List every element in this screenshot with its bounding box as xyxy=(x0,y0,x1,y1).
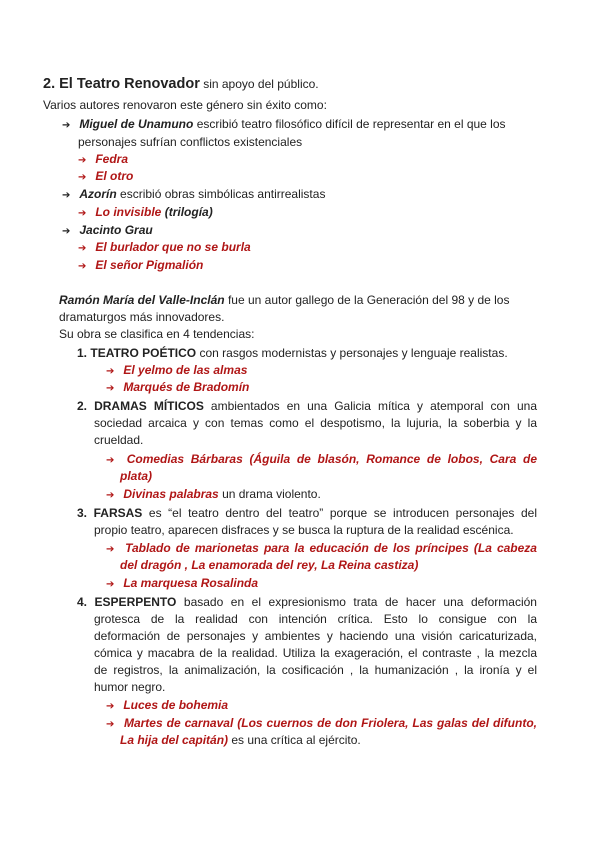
section-heading xyxy=(43,76,319,93)
author-desc: escribió obras simbólicas antirrealistas xyxy=(120,187,326,201)
arrow-icon: ➔ xyxy=(106,455,115,466)
work-note: (trilogía) xyxy=(164,205,213,219)
work-title-cont: plata) xyxy=(120,469,153,483)
tendency-desc: basado en el expresionismo trata de hacer una deformación xyxy=(183,595,537,609)
tendency-desc-cont: cómica y macabra de la realidad. Utiliza la exageración, el contraste , la mezcla xyxy=(94,646,537,660)
arrow-icon: ➔ xyxy=(78,261,87,272)
work-title-cont xyxy=(120,732,361,749)
arrow-icon: ➔ xyxy=(106,719,115,730)
author-name: Ramón María del Valle-Inclán xyxy=(59,293,225,307)
work-item xyxy=(78,257,203,275)
work-item xyxy=(78,239,251,257)
author-name: Azorín xyxy=(79,187,117,201)
work-item xyxy=(106,540,537,558)
work-title: El burlador que no se burla xyxy=(95,240,251,254)
tendency-1 xyxy=(77,345,508,362)
tendency-desc-cont: grotesca de la realidad con intención crítica. Esto lo consigue con la xyxy=(94,612,537,626)
author-name: Miguel de Unamuno xyxy=(79,117,194,131)
tendency-desc: ambientados en una Galicia mítica y atemporal con una xyxy=(210,399,537,413)
author-desc: escribió teatro filosófico difícil de representar en el que los xyxy=(196,117,506,131)
author-name: Jacinto Grau xyxy=(79,223,153,237)
tendency-desc-cont: humor negro. xyxy=(94,680,166,694)
tendency-label: FARSAS xyxy=(93,506,143,520)
tendency-desc: con rasgos modernistas y personajes y lenguaje realistas. xyxy=(199,346,508,360)
author-desc-cont: dramaturgos más innovadores. xyxy=(59,310,225,324)
work-title: Martes de carnaval (Los cuernos de don Friolera, Las galas del difunto, xyxy=(123,716,537,730)
work-title: La marquesa Rosalinda xyxy=(123,576,259,590)
list-number: 2. xyxy=(77,399,88,413)
work-title: Fedra xyxy=(95,152,129,166)
work-item xyxy=(106,575,258,593)
work-title: Tablado de marionetas para la educación de los príncipes (La cabeza xyxy=(125,541,537,555)
work-title-cont: del dragón , La enamorada del rey, La Reina castiza) xyxy=(120,558,419,572)
arrow-icon: ➔ xyxy=(106,366,115,377)
arrow-icon: ➔ xyxy=(62,226,71,237)
work-title: Comedias Bárbaras (Águila de blasón, Romance de lobos, Cara de xyxy=(126,452,537,466)
work-item xyxy=(106,486,321,504)
tendency-desc-cont: deformación de personajes y ambientes y haciendo una visión caricaturizada, xyxy=(94,629,537,643)
work-item xyxy=(106,451,537,469)
work-item xyxy=(106,379,249,397)
work-title: Marqués de Bradomín xyxy=(123,380,250,394)
arrow-icon: ➔ xyxy=(106,701,115,712)
section-intro: Varios autores renovaron este género sin éxito como: xyxy=(43,98,327,112)
work-title: Luces de bohemia xyxy=(123,698,229,712)
author-grau xyxy=(62,222,153,240)
work-title: La hija del capitán) xyxy=(120,733,229,747)
author-azorin xyxy=(62,186,325,204)
arrow-icon: ➔ xyxy=(106,579,115,590)
list-number: 4. xyxy=(77,595,88,609)
tendencies-intro: Su obra se clasifica en 4 tendencias: xyxy=(59,327,255,341)
work-item xyxy=(78,168,133,186)
arrow-icon: ➔ xyxy=(62,120,71,131)
arrow-icon: ➔ xyxy=(78,155,87,166)
author-desc: fue un autor gallego de la Generación del 98 y de los xyxy=(227,293,510,307)
tendency-label: DRAMAS MÍTICOS xyxy=(94,399,204,413)
tendency-3 xyxy=(77,505,537,522)
tendency-desc-cont: sociedad arcaica y con temas como el despotismo, la lujuria, la soberbia y la xyxy=(94,416,537,430)
arrow-icon: ➔ xyxy=(62,190,71,201)
work-title: El señor Pigmalión xyxy=(95,258,204,272)
work-item xyxy=(106,697,228,715)
tendency-desc-cont: de registros, la animalización, la cosificación , la humanización , la ironía y el xyxy=(94,663,537,677)
work-note: un drama violento. xyxy=(222,487,321,501)
work-title: Lo invisible xyxy=(95,205,162,219)
work-title: Divinas palabras xyxy=(123,487,219,501)
valle-intro xyxy=(59,292,509,309)
tendency-2 xyxy=(77,398,537,415)
tendency-label: TEATRO POÉTICO xyxy=(90,346,197,360)
section-title-tail: sin apoyo del público. xyxy=(203,77,319,91)
work-item xyxy=(106,362,247,380)
list-number: 3. xyxy=(77,506,88,520)
tendency-4 xyxy=(77,594,537,611)
work-title: El yelmo de las almas xyxy=(123,363,248,377)
arrow-icon: ➔ xyxy=(78,243,87,254)
author-desc-cont: personajes sufrían conflictos existenciales xyxy=(78,135,303,149)
work-item xyxy=(78,204,213,222)
work-title: El otro xyxy=(95,169,134,183)
arrow-icon: ➔ xyxy=(78,172,87,183)
list-number: 1. xyxy=(77,346,88,360)
arrow-icon: ➔ xyxy=(78,208,87,219)
arrow-icon: ➔ xyxy=(106,383,115,394)
arrow-icon: ➔ xyxy=(106,544,115,555)
tendency-desc-cont: crueldad. xyxy=(94,433,144,447)
arrow-icon: ➔ xyxy=(106,490,115,501)
section-title: 2. El Teatro Renovador xyxy=(43,76,200,92)
work-item xyxy=(78,151,128,169)
work-item xyxy=(106,715,537,733)
tendency-desc-cont: propio teatro, aparecen disfraces y se busca la ruptura de la realidad escénica. xyxy=(94,523,514,537)
work-note: es una crítica al ejército. xyxy=(231,733,361,747)
tendency-desc: es “el teatro dentro del teatro” porque se introducen personajes del xyxy=(148,506,537,520)
author-unamuno xyxy=(62,116,506,134)
tendency-label: ESPERPENTO xyxy=(94,595,177,609)
